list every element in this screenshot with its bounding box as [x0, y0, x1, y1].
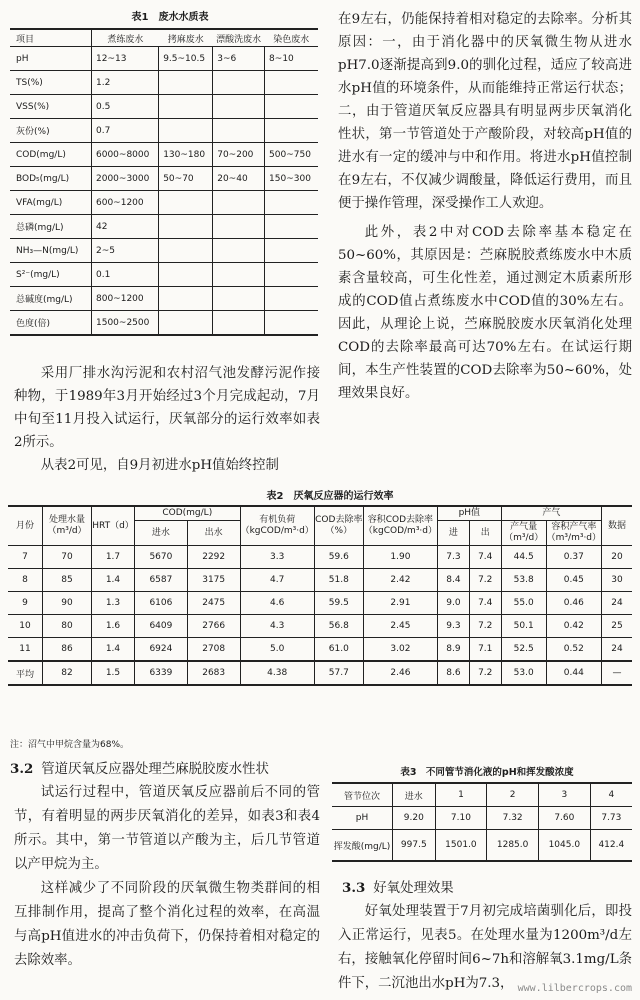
table3-header-cell: 2 — [487, 783, 539, 807]
table-cell: 2.46 — [363, 661, 437, 685]
table-cell: 3.02 — [363, 638, 437, 662]
table-cell: 9.20 — [393, 807, 436, 830]
table-cell: 1.5 — [92, 661, 135, 685]
table-cell — [159, 311, 213, 336]
table-cell: 1501.0 — [435, 830, 487, 862]
table-cell: 7.4 — [469, 546, 501, 569]
table-cell: 5.0 — [240, 638, 314, 662]
table-cell: 1.90 — [363, 546, 437, 569]
table-row — [10, 143, 318, 167]
table-cell: 0.46 — [546, 592, 601, 615]
table-cell: 7.1 — [469, 638, 501, 662]
table-cell: 59.5 — [314, 592, 363, 615]
table-cell: 9.5~10.5 — [159, 47, 213, 71]
paragraph: 从表2可见，自9月初进水pH值始终控制 — [40, 458, 279, 473]
table-cell: VFA(mg/L) — [10, 191, 92, 215]
table-cell — [159, 287, 213, 311]
section-heading — [342, 877, 454, 896]
table-cell: 7.2 — [469, 661, 501, 685]
table-cell: 3~6 — [213, 47, 265, 71]
table-row — [10, 215, 318, 239]
table-cell: 0.52 — [546, 638, 601, 662]
table-cell: 10 — [8, 615, 43, 638]
table-cell: — — [602, 661, 633, 685]
table-cell: 7.3 — [438, 546, 470, 569]
table-row — [8, 569, 632, 592]
table-cell: 9 — [8, 592, 43, 615]
table2-header-cell: 出水 — [187, 521, 240, 546]
table-cell: COD(mg/L) — [10, 143, 92, 167]
table-cell: 0.1 — [92, 263, 159, 287]
table-cell: 7.2 — [469, 569, 501, 592]
right-column-text — [338, 8, 632, 405]
table-cell: 90 — [43, 592, 92, 615]
table-cell: 56.8 — [314, 615, 363, 638]
table-cell: 24 — [602, 592, 633, 615]
table-cell: 70~200 — [213, 143, 265, 167]
table-cell: 0.7 — [92, 119, 159, 143]
table-row — [10, 263, 318, 287]
table-cell: BOD₅(mg/L) — [10, 167, 92, 191]
table-cell: 9.0 — [438, 592, 470, 615]
table1-header-row — [10, 29, 318, 47]
table-cell: 1.3 — [92, 592, 135, 615]
table2-header-cell: 月份 — [8, 506, 43, 546]
table-cell: S²⁻(mg/L) — [10, 263, 92, 287]
paragraph: 在9左右，仍能保持着相对稳定的去除率。分析其原因：一，由于消化器中的厌氧微生物从进水pH7.0逐渐提高到9.0的驯化过程，适应了较高进水pH值的环境条件，从而能维持正常运行状态；二，由于管道厌氧反应器具有明显两步厌氧消化性状，第一节管道处于产酸阶段，对较高pH值的进水有一定的缓冲与中和作用。将进水pH值控制在9左右，不仅减少调酸量，降低运行费用，而且便于操作管理，深受操作工人欢迎。 — [338, 12, 632, 211]
table-row — [10, 239, 318, 263]
section-number: 3.3 — [342, 880, 366, 896]
table-cell: 1500~2500 — [92, 311, 159, 336]
table-cell — [265, 239, 318, 263]
table-cell: 600~1200 — [92, 191, 159, 215]
table-cell: 6339 — [135, 661, 188, 685]
table-cell: 55.0 — [501, 592, 546, 615]
table-cell: 平均 — [8, 661, 43, 685]
table-row — [10, 167, 318, 191]
table2-header-cell: 产气 — [501, 506, 601, 521]
table-cell: 2.45 — [363, 615, 437, 638]
table1 — [10, 28, 318, 336]
table-cell: 4.6 — [240, 592, 314, 615]
table-cell: 70 — [43, 546, 92, 569]
table3-caption: 表3 不同管节消化液的pH和挥发酸浓度 — [400, 767, 574, 778]
table1-header-cell: 染色废水 — [265, 29, 318, 47]
table2-header-cell: pH值 — [438, 506, 502, 521]
table-cell: 80 — [43, 615, 92, 638]
table-cell: 9.3 — [438, 615, 470, 638]
table-cell: 50.1 — [501, 615, 546, 638]
table-cell: 8.9 — [438, 638, 470, 662]
table-cell: 51.8 — [314, 569, 363, 592]
table-cell: 5670 — [135, 546, 188, 569]
table-cell: 6924 — [135, 638, 188, 662]
table-cell: 1.7 — [92, 546, 135, 569]
table1-caption: 表1 废水水质表 — [131, 12, 209, 23]
table-cell: 150~300 — [265, 167, 318, 191]
table-cell: 3.3 — [240, 546, 314, 569]
table-cell — [213, 239, 265, 263]
table-cell: 0.5 — [92, 95, 159, 119]
table-cell: 8.6 — [438, 661, 470, 685]
table-cell: 0.42 — [546, 615, 601, 638]
section-title: 管道厌氧反应器处理苎麻脱胶废水性状 — [41, 762, 269, 777]
table-cell — [265, 119, 318, 143]
table-row — [10, 311, 318, 336]
table-cell — [159, 239, 213, 263]
table2-header-cell: 进水 — [135, 521, 188, 546]
table1-header-cell: 拷麻废水 — [159, 29, 213, 47]
table-cell: 42 — [92, 215, 159, 239]
table-cell — [213, 287, 265, 311]
table-row — [332, 807, 632, 830]
table-cell: 6587 — [135, 569, 188, 592]
table1-header-cell: 项目 — [10, 29, 92, 47]
table-cell: 86 — [43, 638, 92, 662]
paragraph: 此外，表2中对COD去除率基本稳定在50~60%，其原因是：苎麻脱胶煮练废水中木质素含量较高，可生化性差，通过测定木质素所形成的COD值占煮练废水中COD值的30%左右。因此，从理论上说，苎麻脱胶废水厌氧消化处理COD的去除率最高可达70%左右。在试运行期间，本生产性装置的COD去除率为50~60%，处理效果良好。 — [338, 225, 632, 401]
section-number: 3.2 — [10, 761, 34, 777]
table-row — [8, 615, 632, 638]
table-cell: 2683 — [187, 661, 240, 685]
table-row — [10, 95, 318, 119]
table-cell: 1.2 — [92, 71, 159, 95]
table-cell: 52.5 — [501, 638, 546, 662]
table-cell — [213, 191, 265, 215]
table-cell: 1285.0 — [487, 830, 539, 862]
table1-header-cell: 漂酸洗废水 — [213, 29, 265, 47]
table-cell: 挥发酸(mg/L) — [332, 830, 393, 862]
table-cell — [159, 191, 213, 215]
table-cell: 997.5 — [393, 830, 436, 862]
table-cell — [213, 71, 265, 95]
table3-header-cell: 3 — [538, 783, 590, 807]
table-cell: 4.7 — [240, 569, 314, 592]
table-cell: 6409 — [135, 615, 188, 638]
table-cell: 7.32 — [487, 807, 539, 830]
table2-note: 注：沼气中甲烷含量为68%。 — [10, 740, 130, 750]
table-cell — [159, 95, 213, 119]
table-cell: 1.4 — [92, 638, 135, 662]
table-cell: 11 — [8, 638, 43, 662]
table-cell: 3175 — [187, 569, 240, 592]
table-cell: 总磷(mg/L) — [10, 215, 92, 239]
table-row — [8, 592, 632, 615]
table-cell: 61.0 — [314, 638, 363, 662]
table1-header-cell: 煮练废水 — [92, 29, 159, 47]
paragraph: 试运行过程中，管道厌氧反应器前后不同的管节，有着明显的两步厌氧消化的差异，如表3和表4所示。其中，第一节管道以产酸为主，后几节管道以产甲烷为主。 — [14, 785, 320, 872]
table-cell: 30 — [602, 569, 633, 592]
table2-header-cell: 容积产气率（m³/m³·d） — [546, 521, 601, 546]
table2 — [8, 505, 632, 686]
table-cell: 2.42 — [363, 569, 437, 592]
table2-header-cell: 出 — [469, 521, 501, 546]
table-cell: 24 — [602, 638, 633, 662]
table2-header-cell: 处理水量（m³/d） — [43, 506, 92, 546]
table-row-average — [8, 661, 632, 685]
table-cell: 20~40 — [213, 167, 265, 191]
table-cell: 4.38 — [240, 661, 314, 685]
table-cell: 130~180 — [159, 143, 213, 167]
table2-header-cell: 有机负荷（kgCOD/m³·d） — [240, 506, 314, 546]
table-cell — [213, 95, 265, 119]
table2-caption: 表2 厌氧反应器的运行效率 — [266, 491, 394, 502]
table-cell: 总碱度(mg/L) — [10, 287, 92, 311]
table2-header-cell: HRT（d） — [92, 506, 135, 546]
section-heading — [10, 758, 269, 777]
table2-header-cell: COD(mg/L) — [135, 506, 241, 521]
table-cell: 7 — [8, 546, 43, 569]
table-cell: pH — [10, 47, 92, 71]
paragraph: 采用厂排水沟污泥和农村沼气池发酵污泥作接种物，于1989年3月开始经过3个月完成起动，7月中旬至11月投入试运行，厌氧部分的运行效率如表2所示。 — [14, 366, 320, 450]
table3 — [332, 782, 632, 862]
paragraph: 这样减少了不同阶段的厌氧微生物类群间的相互排制作用，提高了整个消化过程的效率，在高温与高pH值进水的冲击负荷下，仍保持着相对稳定的去除效率。 — [14, 881, 320, 968]
table3-header-cell: 进水 — [393, 783, 436, 807]
table-cell: 0.44 — [546, 661, 601, 685]
table-cell: 412.4 — [590, 830, 632, 862]
table-row — [332, 830, 632, 862]
table-cell: 2766 — [187, 615, 240, 638]
table-cell: VSS(%) — [10, 95, 92, 119]
table-cell: 8~10 — [265, 47, 318, 71]
table-cell — [213, 215, 265, 239]
table-cell: 2~5 — [92, 239, 159, 263]
table2-header-cell: 进 — [438, 521, 470, 546]
section-title: 好氧处理效果 — [373, 881, 454, 896]
table-row — [10, 119, 318, 143]
table-cell: 20 — [602, 546, 633, 569]
table-cell: 7.2 — [469, 615, 501, 638]
table-cell: pH — [332, 807, 393, 830]
table-cell: 800~1200 — [92, 287, 159, 311]
table-cell: 4.3 — [240, 615, 314, 638]
table3-header-cell: 4 — [590, 783, 632, 807]
table-cell: 7.10 — [435, 807, 487, 830]
table-cell: 灰份(%) — [10, 119, 92, 143]
table-cell: 2475 — [187, 592, 240, 615]
watermark-text: www.lilbercrops.com — [517, 983, 632, 994]
table-cell: 53.0 — [501, 661, 546, 685]
table-cell: 85 — [43, 569, 92, 592]
table-cell: 8.4 — [438, 569, 470, 592]
table-cell: 6106 — [135, 592, 188, 615]
table-cell — [265, 215, 318, 239]
table-cell — [213, 263, 265, 287]
table-cell: 50~70 — [159, 167, 213, 191]
table-cell: 7.4 — [469, 592, 501, 615]
table-cell: 色度(倍) — [10, 311, 92, 336]
table-cell: 2000~3000 — [92, 167, 159, 191]
left-column-text — [14, 362, 320, 477]
table-cell: 57.7 — [314, 661, 363, 685]
table2-header-cell: COD去除率（%） — [314, 506, 363, 546]
table-cell — [213, 119, 265, 143]
table-cell — [159, 263, 213, 287]
table-cell: 25 — [602, 615, 633, 638]
table-cell — [213, 311, 265, 336]
table-cell — [265, 95, 318, 119]
table-cell: 12~13 — [92, 47, 159, 71]
section-body — [14, 781, 320, 973]
table-cell: 2.91 — [363, 592, 437, 615]
paragraph: 好氧处理装置于7月初完成培菌驯化后，即投入正常运行，见表5。在处理水量为1200m³/d左右，接触氧化停留时间6~7h和溶解氧3.1mg/L条件下，二沉池出水pH为7.3， — [338, 904, 632, 991]
table-cell: 7.73 — [590, 807, 632, 830]
table-cell: 7.60 — [538, 807, 590, 830]
table-cell — [265, 263, 318, 287]
table-cell: 1.4 — [92, 569, 135, 592]
table-cell — [265, 311, 318, 336]
table-row — [8, 546, 632, 569]
table-row — [10, 71, 318, 95]
table-cell — [159, 71, 213, 95]
table-cell: 53.8 — [501, 569, 546, 592]
table-cell: 82 — [43, 661, 92, 685]
table3-header-cell: 1 — [435, 783, 487, 807]
table2-header-row — [8, 506, 632, 521]
table-cell: 2708 — [187, 638, 240, 662]
table-cell: 500~750 — [265, 143, 318, 167]
table-cell — [265, 287, 318, 311]
section-body — [338, 900, 632, 996]
table-cell: 6000~8000 — [92, 143, 159, 167]
table-cell: 1.6 — [92, 615, 135, 638]
table-cell — [159, 119, 213, 143]
table-row — [8, 638, 632, 662]
table-cell: 0.45 — [546, 569, 601, 592]
table-cell: 8 — [8, 569, 43, 592]
table-cell: 44.5 — [501, 546, 546, 569]
table-cell: 1045.0 — [538, 830, 590, 862]
table-row — [10, 191, 318, 215]
table-cell — [265, 71, 318, 95]
table2-header-cell: 容积COD去除率（kgCOD/m³·d） — [363, 506, 437, 546]
table-cell: TS(%) — [10, 71, 92, 95]
table-cell: 0.37 — [546, 546, 601, 569]
table-cell — [159, 215, 213, 239]
table-row — [10, 47, 318, 71]
table2-header-cell: 产气量（m³/d） — [501, 521, 546, 546]
table3-header-cell: 管节位次 — [332, 783, 393, 807]
table-cell: 59.6 — [314, 546, 363, 569]
table-row — [10, 287, 318, 311]
table3-header-row — [332, 783, 632, 807]
table-cell: 2292 — [187, 546, 240, 569]
table2-header-cell: 数据 — [602, 506, 633, 546]
table-cell — [265, 191, 318, 215]
table-cell: NH₃—N(mg/L) — [10, 239, 92, 263]
